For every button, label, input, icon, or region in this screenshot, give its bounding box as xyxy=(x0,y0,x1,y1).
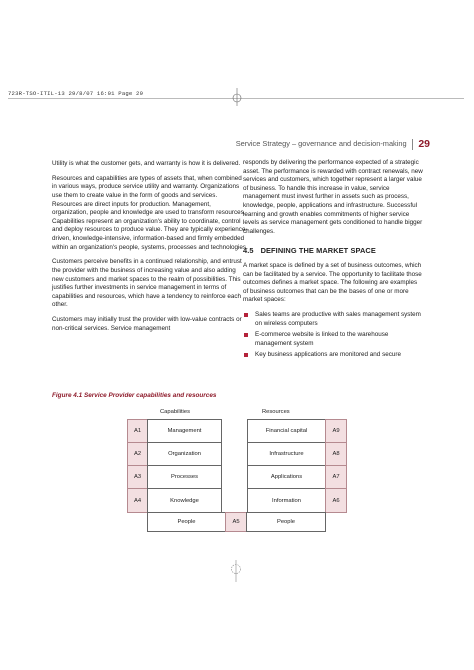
people-capability-box: People xyxy=(147,512,226,532)
section-heading xyxy=(243,247,423,256)
list-item xyxy=(243,331,423,348)
running-head-divider xyxy=(412,139,413,150)
list-item-text: Sales teams are productive with sales management system on wireless computers xyxy=(255,311,421,327)
resource-label: Information xyxy=(247,488,326,513)
paragraph: responds by delivering the performance expected of a strategic asset. The performance is rewarded with contract renewals, new services and customers, which together represent a larger value of business. To handle this increase in value, service management must invest further in assets such as process, knowledge, people, applications and infrastructure. Successful learning and growth enables commitments of higher service levels as service management gets conditioned to handle bigger challenges. xyxy=(243,159,423,235)
capability-code: A3 xyxy=(127,465,148,489)
list-item-text: E-commerce website is linked to the warehouse management system xyxy=(255,331,389,347)
section-number: 4.5 xyxy=(243,246,254,256)
capability-label: Knowledge xyxy=(147,488,222,513)
list-item-text: Key business applications are monitored and secure xyxy=(255,351,401,359)
paragraph: Customers may initially trust the provider with low-value contracts or non-critical services. Service management xyxy=(52,316,242,332)
people-resource-box: People xyxy=(246,512,326,532)
section-title: DEFINING THE MARKET SPACE xyxy=(260,246,376,256)
resource-code: A6 xyxy=(325,488,347,513)
resource-code: A9 xyxy=(325,419,347,443)
capability-code: A1 xyxy=(127,419,148,443)
bullet-list xyxy=(243,311,423,360)
capability-code: A4 xyxy=(127,488,148,513)
paragraph: A market space is defined by a set of business outcomes, which can be facilitated by a service. The opportunity to facilitate those outcomes defines a market space. The following are examples of business outcomes that can be the bases of one or more market spaces: xyxy=(243,261,422,304)
square-bullet-icon xyxy=(244,333,248,337)
capability-label: Organization xyxy=(147,442,222,466)
list-item xyxy=(243,311,423,328)
resources-heading: Resources xyxy=(262,409,290,415)
capability-label: Management xyxy=(147,419,222,443)
registration-mark-icon xyxy=(231,88,243,106)
resource-code: A7 xyxy=(325,465,347,489)
people-code: A5 xyxy=(225,512,247,532)
right-column xyxy=(243,159,423,363)
square-bullet-icon xyxy=(244,353,248,357)
paragraph: Resources and capabilities are types of assets that, when combined in various ways, produce service utility and warranty. Organizations use them to create value in the form of goods and services. Resources are direct inputs for production. Management, organization, people and knowledge are used to transform resources. Capabilities represent an organization's ability to coordinate, control and deploy resources to produce value. They are typically experience-driven, knowledge-intensive, information-based and firmly embedded within an organization's people, systems, processes and technologies. xyxy=(52,174,248,251)
running-head xyxy=(236,138,430,150)
capabilities-heading: Capabilities xyxy=(160,409,190,415)
capability-code: A2 xyxy=(127,442,148,466)
figure-caption: Figure 4.1 Service Provider capabilities and resources xyxy=(52,392,217,399)
left-column xyxy=(52,160,248,339)
resource-label: Applications xyxy=(247,465,326,489)
resource-label: Financial capital xyxy=(247,419,326,443)
resource-code: A8 xyxy=(325,442,347,466)
print-slug-line: 723R-TSO-ITIL-13 29/8/07 16:01 Page 29 xyxy=(8,90,144,97)
paragraph: Utility is what the customer gets, and warranty is how it is delivered. xyxy=(52,160,241,167)
registration-mark-icon xyxy=(229,560,243,582)
square-bullet-icon xyxy=(244,313,248,317)
resource-label: Infrastructure xyxy=(247,442,326,466)
paragraph: Customers perceive benefits in a continued relationship, and entrust the provider with the business of increasing value and also adding new customers and market spaces to the realm of possibilities. This justifies further investments in service management in terms of capabilities and resources, which have a tendency to reinforce each other. xyxy=(52,258,242,309)
list-item xyxy=(243,351,423,360)
running-head-title: Service Strategy – governance and decision-making xyxy=(235,138,407,148)
page-number: 29 xyxy=(418,138,430,150)
capability-label: Processes xyxy=(147,465,222,489)
